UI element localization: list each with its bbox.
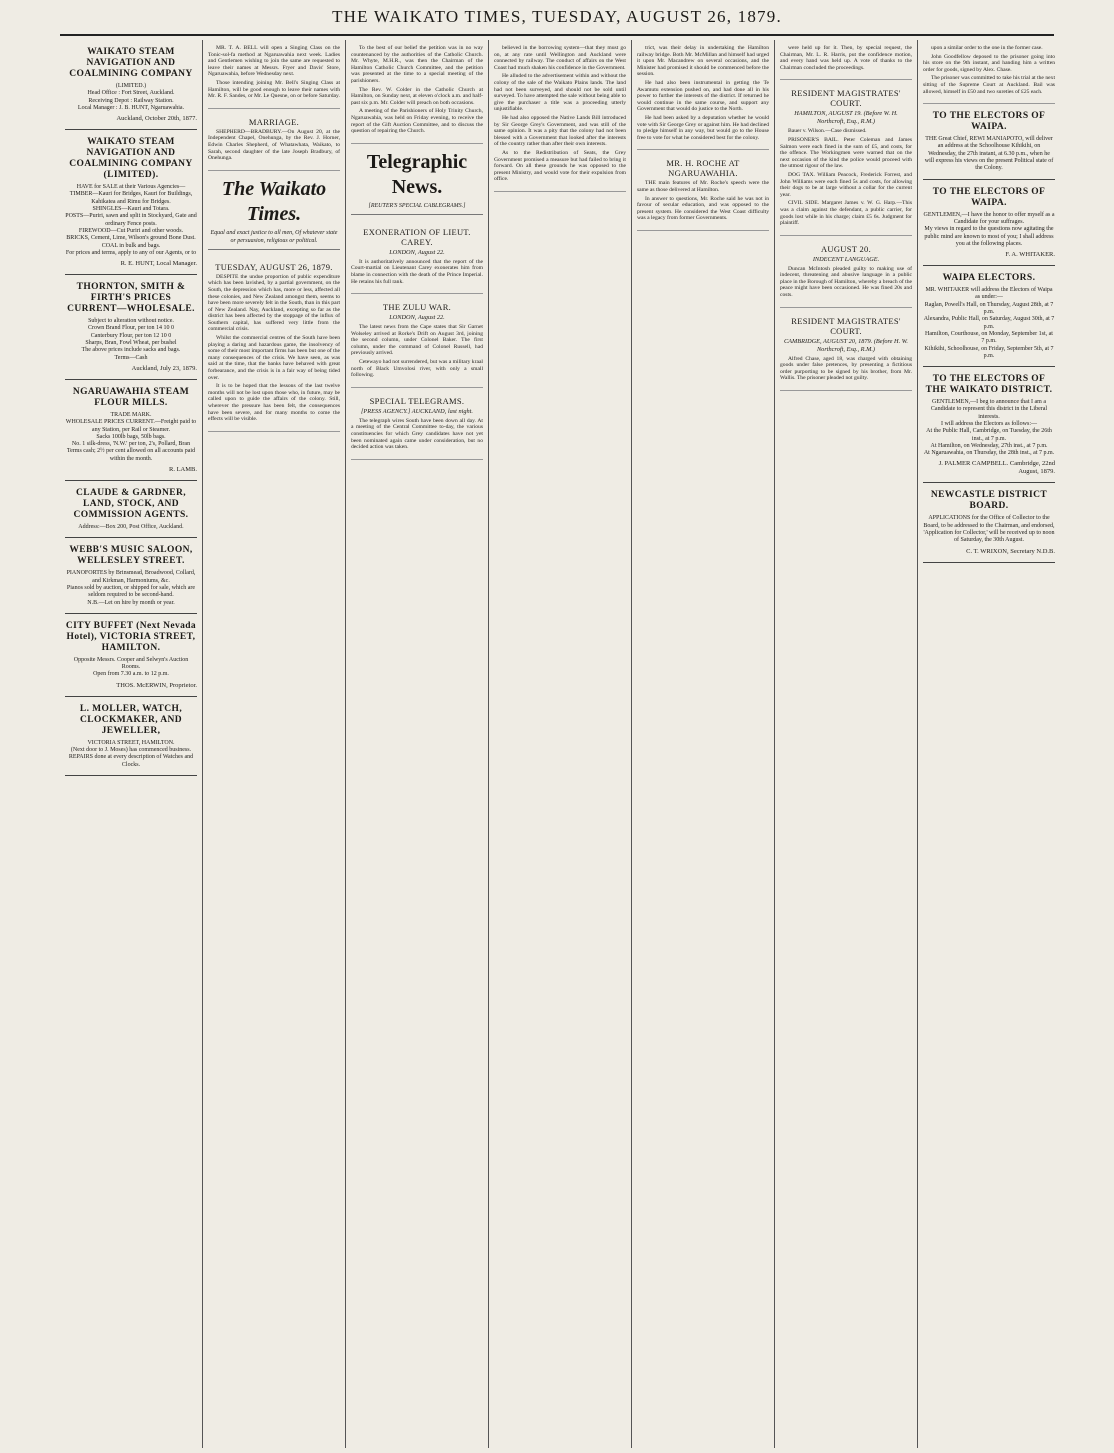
ad-line: No. 1 silk-dress, 'N.W.' per ton, 2's, Pollard, Bran <box>71 441 191 448</box>
ad-line: Kihikihi, Schoolhouse, on Friday, September 5th, at 7 p.m. <box>924 345 1054 359</box>
ad-heading: CLAUDE & GARDNER, LAND, STOCK, AND COMMISSION AGENTS. <box>73 488 189 521</box>
article <box>780 80 912 235</box>
ad-line: The above prices include sacks and bags. <box>81 347 181 354</box>
article-paragraph: The latest news from the Cape states that Sir Garnet Wolseley arrived at Rorke's Drift on August 3rd, joining the second column, under Colonel Baker. The first column, under the command of Colonel Russell, had previously arrived. <box>351 324 483 357</box>
advertisement <box>65 130 197 275</box>
article-paragraph: He had also been instrumental in getting the Te Awamutu extension pushed on, and had done all in his power to further the interests of the district. If returned he would continue in the same course, and support any Government that would do justice to the North. <box>637 79 769 113</box>
ad-heading: THORNTON, SMITH & FIRTH'S PRICES CURRENT—WHOLESALE. <box>67 282 195 315</box>
article-paragraph: Cetewayo had not surrendered, but was a military kraal north of Black Umvolosi river, with only a small following. <box>351 359 483 379</box>
advertisement <box>65 538 197 613</box>
ad-heading: L. MOLLER, WATCH, CLOCKMAKER, AND JEWELLER, <box>79 703 183 736</box>
ad-line: TRADE MARK. <box>110 411 152 418</box>
advertisement <box>923 104 1055 179</box>
ad-line: At Ngaruawahia, on Thursday, the 28th inst., at 7 p.m. <box>923 450 1055 457</box>
ad-line: BRICKS, Cement, Lime, Wilson's ground Bone Dust. <box>66 235 196 242</box>
advertisement <box>923 266 1055 367</box>
ad-line: At the Public Hall, Cambridge, on Tuesday, the 26th inst., at 7 p.m. <box>926 428 1052 442</box>
article-paragraph: CIVIL SIDE. Margaret James v. W. G. Harp.—This was a claim against the defendant, a public carrier, for goods lost while in his charge; claim £5 6s. Judgment for plaintiff. <box>780 200 912 227</box>
article <box>780 40 912 80</box>
column-5 <box>631 40 774 1448</box>
article <box>208 40 340 109</box>
ad-line: Terms cash; 2½ per cent allowed on all accounts paid within the month. <box>66 448 196 462</box>
advertisement <box>65 614 197 697</box>
article-heading: MR. H. ROCHE AT NGARUAWAHIA. <box>666 158 740 179</box>
ad-line: PIANOFORTES by Brinsmead, Broadwood, Collard, and Kirkman, Harmoniums, &c. <box>66 570 196 584</box>
column-1 <box>60 40 202 1448</box>
advertisement <box>923 483 1055 562</box>
ad-line: WHOLESALE PRICES CURRENT.—Freight paid to any Station, per Rail or Steamer. <box>65 419 197 433</box>
article-heading: EXONERATION OF LIEUT. CAREY. <box>363 226 471 247</box>
article-paragraph: John Goodfellow deposed to the prisoner going into his store on the 9th instant, and handing him a written order for goods, signed by Alex. Chase. <box>923 53 1055 73</box>
article-heading: SPECIAL TELEGRAMS. <box>369 395 465 406</box>
column-4 <box>488 40 631 1448</box>
article <box>351 219 483 294</box>
article-paragraph: In answer to questions, Mr. Roche said he was not in favour of secular education, and was opposed to the present system. He considered the West Coast difficulty was a legacy from former Governments. <box>637 195 769 222</box>
article-paragraph: Alfred Chase, aged 18, was charged with obtaining goods under false pretences, by presenting a fictitious order purporting to be signed by his brother, from Mr. Wallis. The prisoner pleaded not guilty. <box>780 355 912 382</box>
article-heading: MARRIAGE. <box>248 116 300 127</box>
article-heading: RESIDENT MAGISTRATES' COURT. <box>791 315 901 336</box>
article-paragraph: A meeting of the Parishioners of Holy Trinity Church, Ngaruawahia, was held on Friday evening, to receive the report of the Gift Auction Committee, and to discuss the question of repairing the Church. <box>351 108 483 135</box>
column-2 <box>202 40 345 1448</box>
article-paragraph: The telegraph wires South have been down all day. At a meeting of the Central Committee to-day, the various constituencies for which Grey candidates have not yet been nominated again came under consideration, but no decided action was taken. <box>351 417 483 451</box>
ad-signature: THOS. McERWIN, Proprietor. <box>116 681 197 689</box>
article <box>351 388 483 460</box>
ad-heading: WAIKATO STEAM NAVIGATION AND COALMINING COMPANY <box>69 47 193 79</box>
article-paragraph: DESPITE the undue proportion of public expenditure which has been lavished, by a partial government, on the South, the depression which has, more or less, affected all these colonies, and New Zealand amongst them, seems to have been more severely felt in the South, than in this part of New Zealand. Nay, Auckland, excepting so far as the district has been affected by the stoppage of the influx of Southern capital, has suffered very little from the commercial crisis. <box>208 273 340 333</box>
article-paragraph: Those intending joining Mr. Bell's Singing Class at Hamilton, will be good enough to leave their names with Mr. R. F. Sandes, or Mr. Le Quesne, on or before Saturday. <box>208 79 340 100</box>
article-paragraph: SHEPHERD—BRADBURY.—On August 20, at the Independent Chapel, Onehunga, by the Rev. J. Horner, Edwin Charles Shepherd, of Whatawhata, Waikato, to Sarah, second daughter of the late Joseph Bradbury, of Onehunga. <box>208 128 340 162</box>
ad-heading: TO THE ELECTORS OF WAIPA. <box>932 111 1046 133</box>
ad-line: GENTLEMEN,—I beg to announce that I am a Candidate to represent this district in the Liberal interests. <box>930 399 1048 420</box>
article-heading: RESIDENT MAGISTRATES' COURT. <box>791 88 901 109</box>
article-paragraph: The prisoner was committed to take his trial at the next sitting of the Supreme Court at Auckland. Bail was allowed, himself in £50 and two sureties of £25 each. <box>923 75 1055 95</box>
ad-line: Pianos sold by auction, or shipped for sale, which are seldom required to be second-hand. <box>66 584 196 599</box>
ad-line: Terms—Cash <box>114 354 148 361</box>
article-paragraph: It is authoritatively announced that the report of the Court-martial on Lieutenant Carey exonerates him from blame in connection with the death of the Prince Imperial. He retains his full rank. <box>351 258 483 285</box>
section-title: Telegraphic News. <box>366 150 468 198</box>
ad-signature: Auckland, October 20th, 1877. <box>116 115 197 123</box>
ad-line: I will address the Electors as follows:— <box>941 420 1037 427</box>
ad-line: APPLICATIONS for the Office of Collector to the Board, to be addressed to the Chairman, and endorsed, 'Application for Collector,' will be received up to noon of Saturday, the 30th August. <box>923 515 1055 544</box>
article <box>208 109 340 171</box>
article-paragraph: He alluded to the advertisement within and without the colony of the sale of the Waikato Plains lands. The land had not been surveyed, and should not be sold until surveyed. To have attempted the sale without being able to give the purchaser a title was a proceeding utterly unjustifiable. <box>494 73 626 113</box>
article-paragraph: believed in the borrowing system—that they must go on, at any rate until Wellington and Auckland were connected by railway. The conduct of affairs on the West Coast had much shaken his confidence in the Government. <box>494 45 626 71</box>
ad-line: Raglan, Powell's Hall, on Thursday, August 28th, at 7 p.m. <box>924 301 1054 316</box>
columns <box>60 40 1060 1448</box>
advertisement <box>923 367 1055 483</box>
ad-line: SHINGLES—Kauri and Totara. <box>92 206 170 213</box>
ad-line: Sacks 100lb bags, 50lb bags. <box>96 433 166 440</box>
ad-line: Sharps, Bran, Fowl Wheat, per bushel <box>85 340 177 347</box>
ad-signature: R. E. HUNT, Local Manager. <box>120 260 197 268</box>
ad-signature: C. T. WRIXON, Secretary N.D.B. <box>966 547 1055 555</box>
article <box>637 150 769 231</box>
advertisement <box>65 380 197 481</box>
article-paragraph: It is to be hoped that the lessons of the last twelve months will not be lost upon those who, in future, may be called upon to guide the affairs of the colony. Still, wherever the pressure has been felt, the consequences have been severe, and for many months to come the effects will be visible. <box>208 383 340 423</box>
section-header <box>351 150 483 215</box>
ad-line: (Next door to J. Moses) has commenced business. <box>70 746 192 753</box>
article-paragraph: DOG TAX. William Peacock, Frederick Forrest, and John Williams were each fined 5s and costs, for allowing their dogs to be at large without a collar for the current year. <box>780 171 912 198</box>
ad-heading: CITY BUFFET (Next Nevada Hotel), VICTORIA STREET, HAMILTON. <box>65 620 197 653</box>
article <box>780 308 912 391</box>
article-subheading: LONDON, August 22. <box>389 248 445 256</box>
ad-line: FIREWOOD—Cut Puriri and other woods. <box>78 227 184 234</box>
article-paragraph: were held up for it. Then, by special request, the Chairman, Mr. L. R. Harris, put the confidence motion, and every hand was held up. A vote of thanks to the Chairman concluded the proceedings. <box>780 45 912 71</box>
masthead <box>60 0 1054 36</box>
section-header <box>208 177 340 250</box>
ad-line: Address:—Box 200, Post Office, Auckland. <box>78 524 184 531</box>
ad-heading: TO THE ELECTORS OF THE WAIKATO DISTRICT. <box>925 374 1053 396</box>
ad-signature: J. PALMER CAMPBELL. Cambridge, 22nd August, 1879. <box>938 460 1055 476</box>
ad-heading: WAIPA ELECTORS. <box>942 273 1036 284</box>
advertisement <box>65 40 197 130</box>
masthead-title: THE WAIKATO TIMES, TUESDAY, AUGUST 26, 1879. <box>332 7 782 26</box>
article-paragraph: trict, was their delay in undertaking the Hamilton railway bridge. Both Mr. McMillan and himself had urged it upon Mr. Macandrew on several occasions, and the Minister had promised it should be commenced before the session. <box>637 45 769 78</box>
advertisement <box>923 180 1055 266</box>
article <box>494 40 626 192</box>
ad-line: For prices and terms, apply to any of our Agents, or to <box>65 249 197 256</box>
article-subheading: HAMILTON, AUGUST 19. (Before W. H. Northcroft, Esq., R.M.) <box>794 110 898 126</box>
article-subheading: [PRESS AGENCY.] AUCKLAND, last night. <box>360 407 474 415</box>
ad-line: VICTORIA STREET, HAMILTON. <box>87 739 175 746</box>
ad-line: REPAIRS done at every description of Watches and Clocks. <box>68 754 194 768</box>
article-subheading: LONDON, August 22. <box>389 314 445 322</box>
ad-line: THE Great Chief, REWI MANIAPOTO, will deliver an address at the Schoolhouse Kihikihi, on Wednesday, the 27th instant, at 6.30 p.m., when he will express his views on the present Political state of the Colony. <box>924 136 1054 172</box>
section-title: The Waikato Times. <box>221 177 327 225</box>
article-paragraph: As to the Redistribution of Seats, the Grey Government promised a measure but had failed to bring it forward. On all these grounds he was opposed to the present Ministry, and would vote for their expulsion from office. <box>494 149 626 183</box>
advertisement <box>65 697 197 776</box>
article-paragraph: The Rev. W. Colder in the Catholic Church at Hamilton, on Sunday next, at eleven o'clock a.m. and half-past six p.m. Mr. Colder will preach on both occasions. <box>351 86 483 106</box>
article-paragraph: Bauer v. Wilson.—Case dismissed. <box>788 128 867 135</box>
article-subheading: CAMBRIDGE, AUGUST 20, 1879. (Before H. W. Northcroft, Esq., R.M.) <box>783 337 908 353</box>
ad-line: At Hamilton, on Wednesday, 27th inst., at 7 p.m. <box>930 442 1048 449</box>
ad-signature: F. A. WHITAKER. <box>1005 251 1055 259</box>
article-paragraph: To the best of our belief the petition was in no way countenanced by the authorities of the Catholic Church. Mr. Whyte, M.H.R., was then the Chairman of the Hamilton Catholic Church Committee, and the petition was presented at the time to a special meeting of the parishioners. <box>351 45 483 84</box>
section-subtitle: [REUTER'S SPECIAL CABLEGRAMS.] <box>351 202 483 215</box>
article-paragraph: He had been asked by a deputation whether he would vote with Sir George Grey or against him. He had declined to pledge himself in any way, but would go to the House free to vote for what he considered best for the colony. <box>637 114 769 141</box>
article-paragraph: MR. T. A. BELL will open a Singing Class on the Tonic-sol-fa method at Ngaruawahia next week. Ladies and Gentlemen wishing to join the same are requested to leave their names at Messrs. Fryer and Davis' Store, Ngaruawahia, before Wednesday next. <box>208 45 340 78</box>
ad-line: Head Office : Fort Street, Auckland. <box>87 90 175 97</box>
ad-line: Hamilton, Courthouse, on Monday, September 1st, at 7 p.m. <box>925 330 1053 345</box>
ad-line: My views in regard to the questions now agitating the public mind are known to most of you; I shall address you at the following places. <box>924 226 1054 247</box>
ad-line: Open from 7.30 a.m. to 12 p.m. <box>93 671 169 678</box>
ad-signature: R. LAMB. <box>169 466 197 474</box>
column-3 <box>345 40 488 1448</box>
article-paragraph: THE main features of Mr. Roche's speech were the same as those delivered at Hamilton. <box>637 180 769 193</box>
article-paragraph: Whilst the commercial centres of the South have been playing a daring and hazardous game, the insolvency of some of their most important firms has been but one of the many consequences of the crisis. We have seen, as was said at the time, that the banks have behaved with great forbearance, and the crisis is in a fair way of being tided over. <box>208 335 340 381</box>
column-7 <box>917 40 1060 1448</box>
article-paragraph: upon a similar order to the one in the former case. <box>931 45 1043 51</box>
ad-line: Canterbury Flour, per ton 12 10 0 <box>90 332 172 339</box>
article-heading: AUGUST 20. <box>820 243 872 254</box>
advertisement <box>65 481 197 538</box>
ad-line: N.B.—Let on hire by month or year. <box>87 599 175 606</box>
article-heading: TUESDAY, AUGUST 26, 1879. <box>215 261 333 272</box>
ad-heading: NGARUAWAHIA STEAM FLOUR MILLS. <box>72 386 190 408</box>
ad-line: Opposite Messrs. Cooper and Selwyn's Auction Rooms. <box>73 656 189 671</box>
ad-line: Crown Brand Flour, per ton 14 10 0 <box>87 325 175 332</box>
ad-signature: Auckland, July 23, 1879. <box>131 364 197 372</box>
ad-heading: TO THE ELECTORS OF WAIPA. <box>932 186 1046 208</box>
ad-line: TIMBER—Kauri for Bridges, Kauri for Buildings, Kahikatea and Rimu for Bridges. <box>69 191 193 205</box>
ad-line: HAVE for SALE at their Various Agencies— <box>76 184 186 191</box>
article <box>923 40 1055 104</box>
ad-line: COAL in bulk and bags. <box>101 242 161 249</box>
ad-heading: NEWCASTLE DISTRICT BOARD. <box>930 490 1048 512</box>
ad-heading: WEBB'S MUSIC SALOON, WELLESLEY STREET. <box>69 545 193 567</box>
section-subtitle: Equal and exact justice to all men, Of whatever state or persuasion, religious or political. <box>208 229 340 250</box>
ad-line: Local Manager : J. B. HUNT, Ngaruawahia. <box>77 104 185 111</box>
ad-line: GENTLEMEN,—I have the honor to offer myself as a Candidate for your suffrages. <box>923 211 1055 225</box>
article <box>351 40 483 144</box>
ad-line: POSTS—Puriri, sawn and split in Stockyard, Gate and ordinary Fence posts. <box>65 213 197 227</box>
ad-line: Subject to alteration without notice. <box>88 318 174 325</box>
article <box>351 294 483 388</box>
ad-line: MR. WHITAKER will address the Electors of Waipa as under:— <box>925 287 1053 301</box>
article-subheading: INDECENT LANGUAGE. <box>812 255 880 263</box>
article-paragraph: Duncan McIntosh pleaded guilty to making use of indecent, threatening and abusive language in a public place in the Borough of Hamilton, whereby a breach of the peace might have been occasioned. He was fined 20s and costs. <box>780 265 912 299</box>
ad-heading: WAIKATO STEAM NAVIGATION AND COALMINING COMPANY (LIMITED). <box>69 137 193 181</box>
column-6 <box>774 40 917 1448</box>
article-heading: THE ZULU WAR. <box>382 302 452 313</box>
article <box>208 254 340 432</box>
ad-line: Receiving Depot : Railway Station. <box>88 97 174 104</box>
article <box>637 40 769 150</box>
article-paragraph: He had also opposed the Native Lands Bill introduced by Sir George Grey's Government, and was still of the same opinion. It was a pity that the colony had not been blessed with a Government that looked after the interests of the country rather than after their own interests. <box>494 114 626 148</box>
article-paragraph: PRISONER'S BAIL. Peter Coleman and James Salmon were each fined in the sum of £5, and costs, for the offence. The Workingmen were warned that on the next occasion of the kind the police would proceed with the utmost rigour of the law. <box>780 136 912 170</box>
ad-line: Alexandra, Public Hall, on Saturday, August 30th, at 7 p.m. <box>923 316 1055 330</box>
ad-line: (LIMITED.) <box>115 83 147 89</box>
article <box>780 236 912 308</box>
advertisement <box>65 275 197 380</box>
